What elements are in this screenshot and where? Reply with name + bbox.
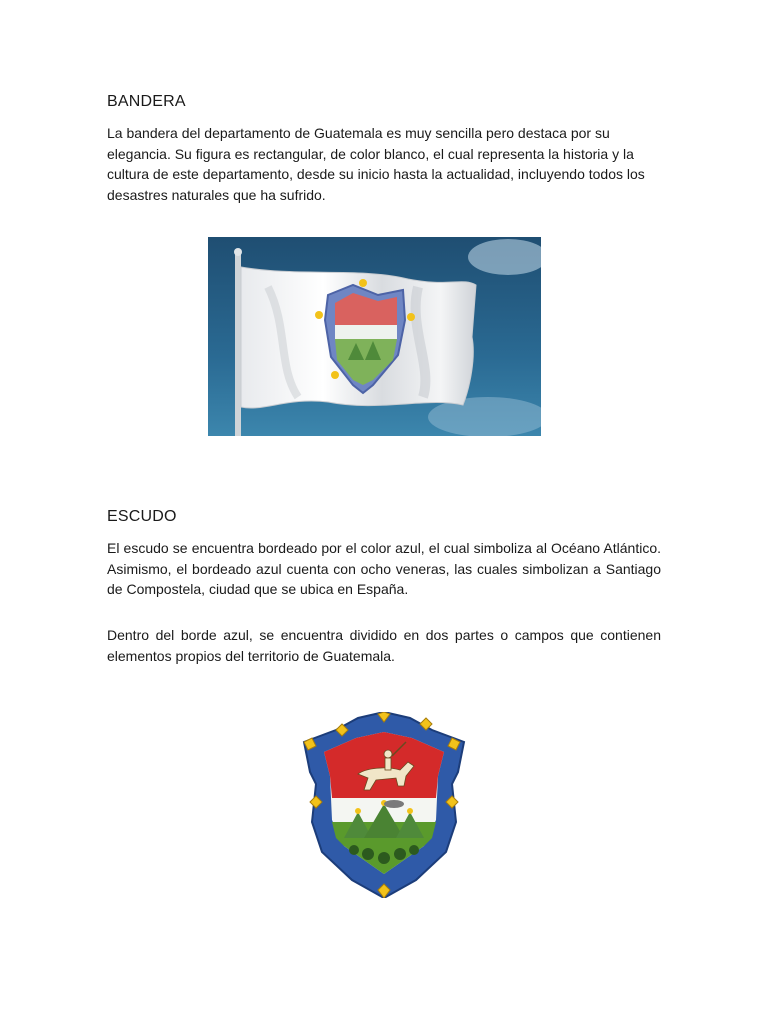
shield-image [296, 712, 472, 898]
escudo-paragraph-1: El escudo se encuentra bordeado por el color azul, el cual simboliza al Océano Atlántico. Asimismo, el bordeado azul cuenta con ocho veneras, las cuales simbolizan a Santiago de Compostela, ciudad que se ubica en España. [107, 540, 661, 597]
bandera-paragraph: La bandera del departamento de Guatemala es muy sencilla pero destaca por su elegancia. Su figura es rectangular, de color blanco, el cual representa la historia y la cultura de este departamento, desde su inicio hasta la actualidad, incluyendo todos los desastres naturales que ha sufrido. [107, 125, 645, 203]
escudo-heading: ESCUDO [107, 508, 177, 525]
bandera-heading: BANDERA [107, 93, 186, 110]
flag-photo [208, 237, 541, 436]
escudo-paragraph-2: Dentro del borde azul, se encuentra dividido en dos partes o campos que contienen elementos propios del territorio de Guatemala. [107, 627, 661, 664]
